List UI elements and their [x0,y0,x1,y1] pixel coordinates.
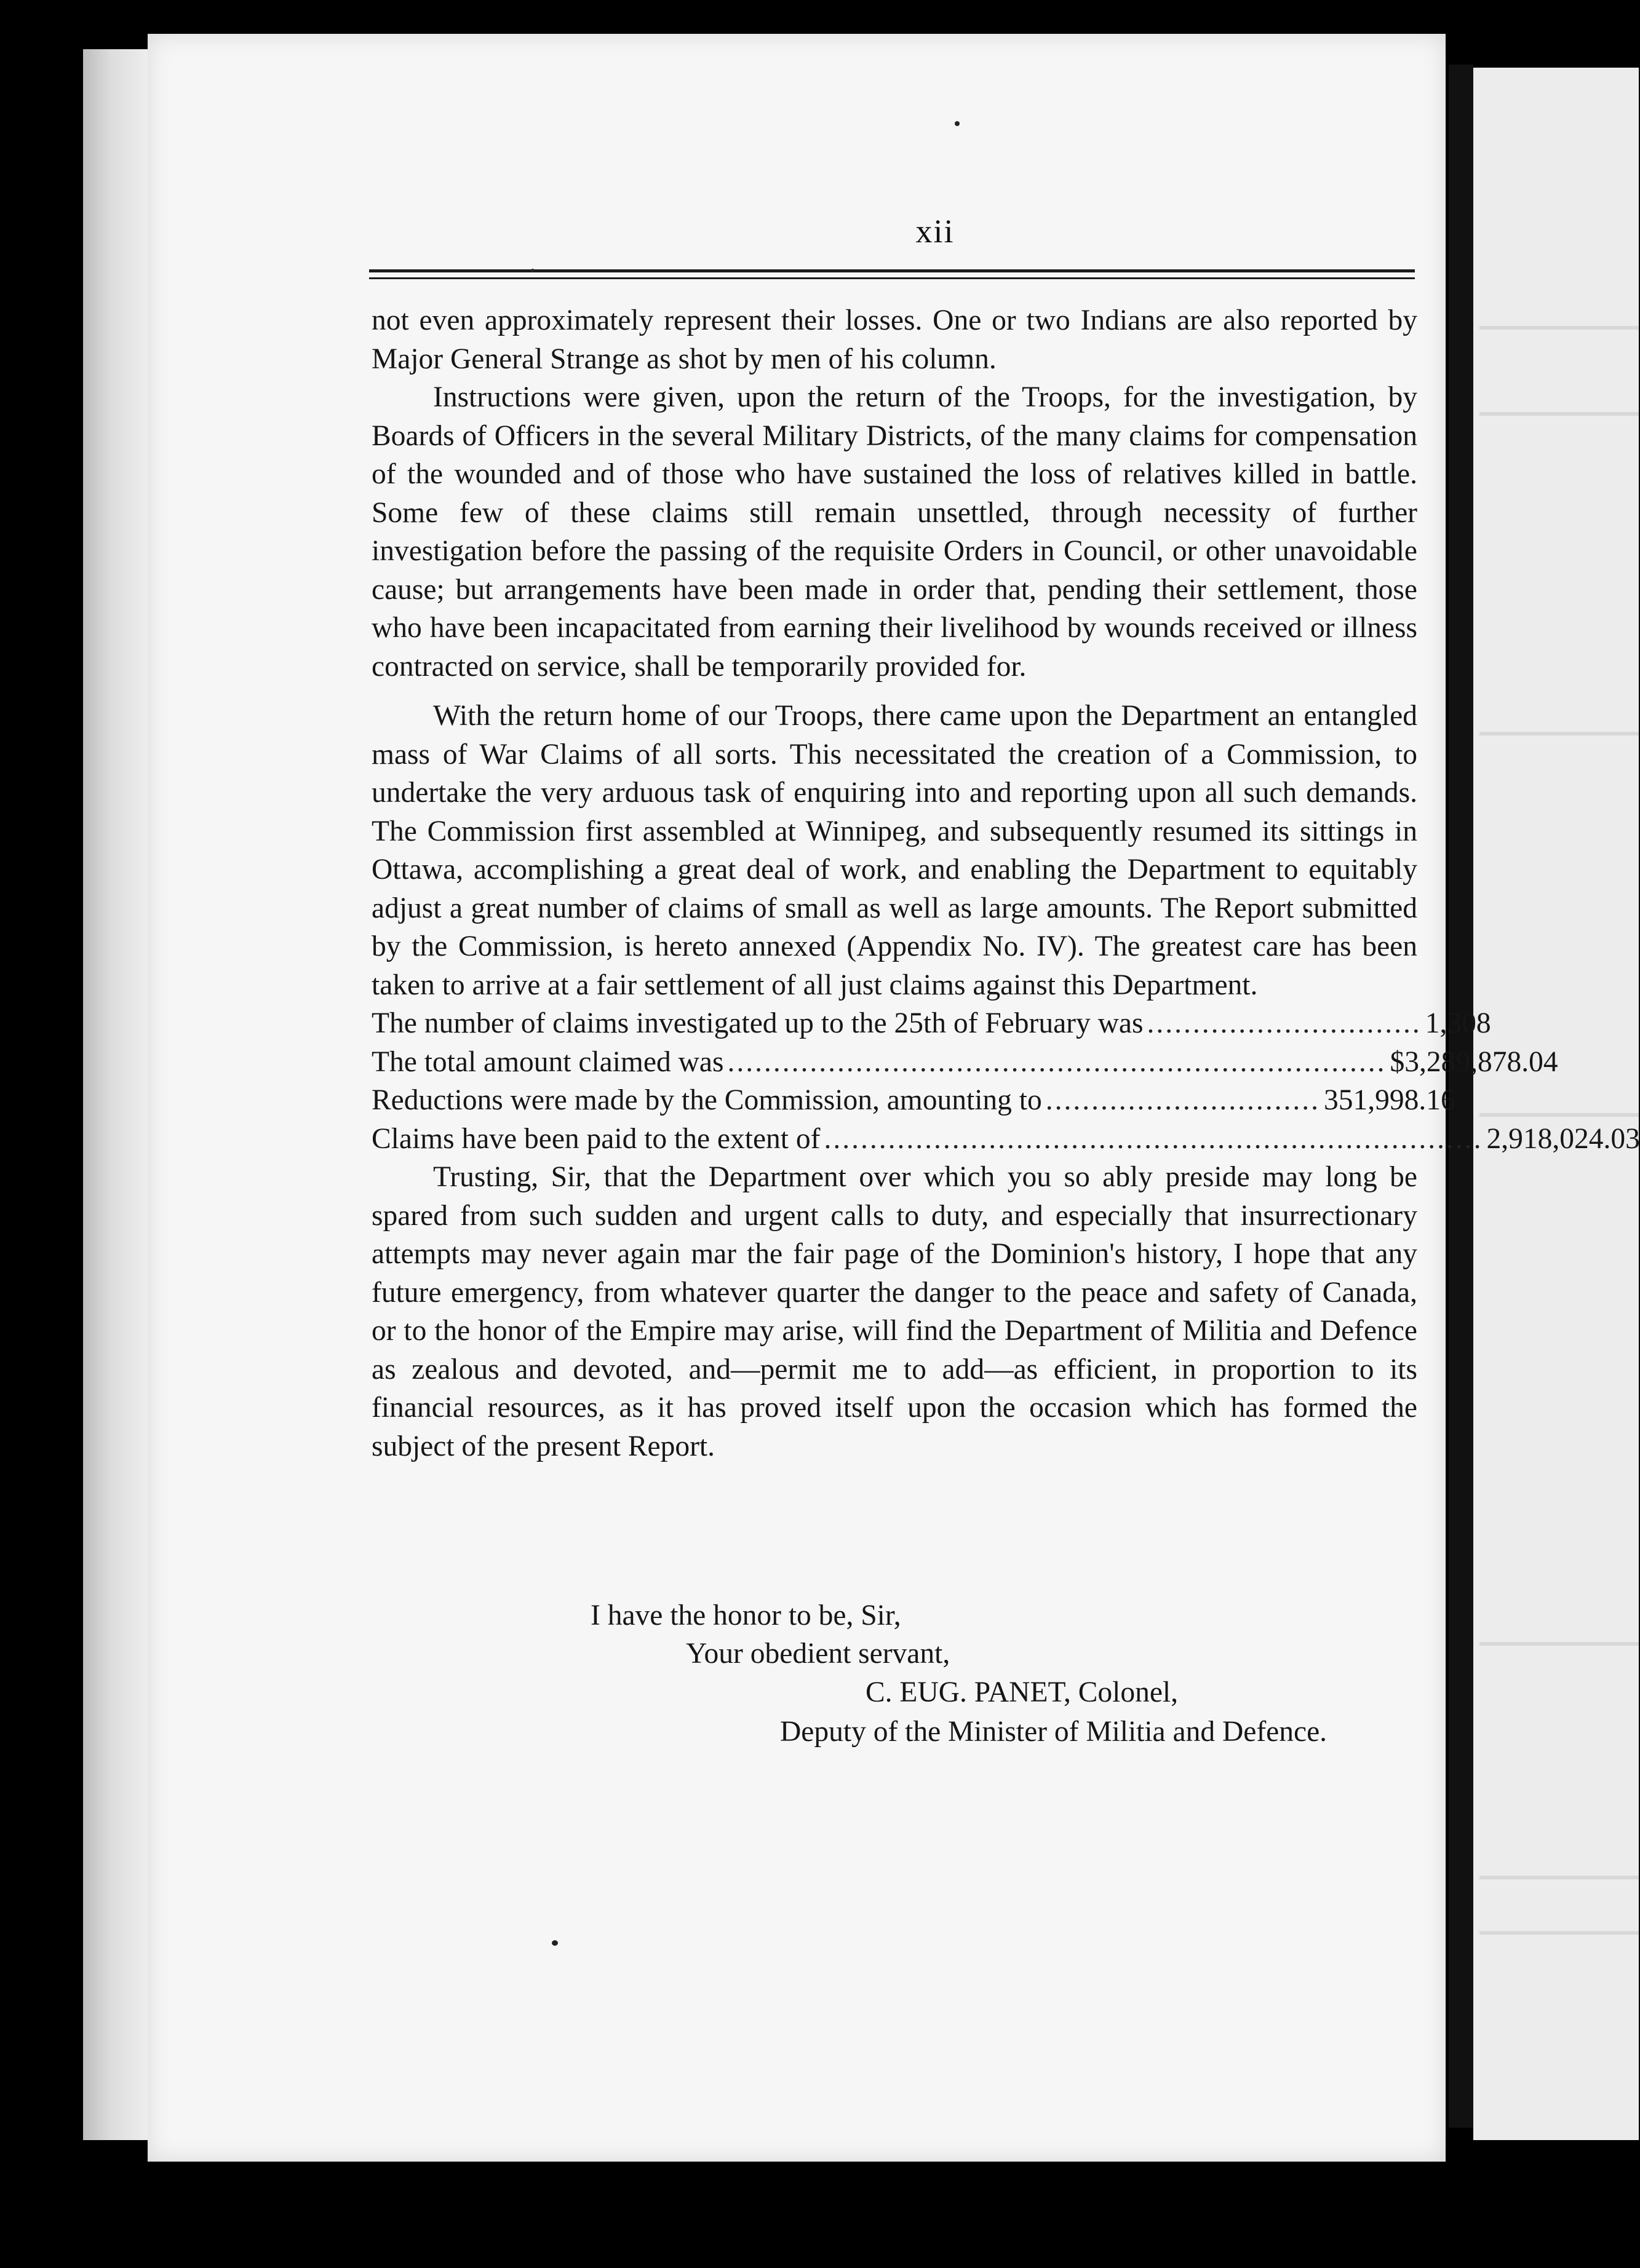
leader-dots: .............................. [1045,1084,1320,1116]
claims-summary-label: Reductions were made by the Commission, amounting to [372,1084,1042,1116]
closing-honor-line: I have the honor to be, Sir, [591,1600,901,1632]
facing-page-edge [1473,68,1639,2140]
paragraph-investigation: Instructions were given, upon the return of the Troops, for the investigation, by Boards of Officers in the several Military Districts, of the many claims for compensation of the wounded and of those who have sustained the loss of relatives killed in battle. Some few of these claims still remain unsettled, through necessity of further investigation before the passing of the requisite Orders in Council, or other unavoidable cause; but arrangements have been made in order that, pending their settlement, those who have been incapacitated from earning their livelihood by wounds received or illness contracted on service, shall be temporarily provided for. [372,381,1417,683]
claims-summary-label: The total amount claimed was [372,1045,724,1078]
leader-dots: ........................................................................ [824,1122,1483,1155]
scan-speck [955,121,960,126]
signature-name: C. EUG. PANET, Colonel, [866,1676,1179,1708]
closing-servant-line: Your obedient servant, [686,1638,950,1670]
page-number: xii [915,213,955,250]
claims-summary-row [372,1043,1558,1082]
claims-summary-row [372,1120,1640,1159]
claims-summary [372,1004,1640,1158]
claims-summary-row [372,1004,1491,1043]
header-rule-top [369,269,1415,272]
signature-title: Deputy of the Minister of Militia and Defence. [780,1716,1328,1748]
scan-speck [531,269,535,272]
report-body [372,301,1640,1465]
scan-speck [552,1940,558,1946]
leader-dots: ........................................................................ [727,1045,1387,1078]
scan-left-margin [83,49,151,2140]
claims-summary-label: Claims have been paid to the extent of [372,1122,821,1155]
claims-summary-value: 1,308 [1425,1007,1491,1039]
paragraph-closing: Trusting, Sir, that the Department over which you so ably preside may long be spared from such sudden and urgent calls to duty, and especially that insurrectionary attempts may never again mar the fair page of the Dominion's history, I hope that any future emergency, from whatever quarter the danger to the peace and safety of Canada, or to the honor of the Empire may arise, will find the Department of Militia and Defence as zealous and devoted, and—permit me to add—as efficient, in proportion to its financial resources, as it has proved itself upon the occasion which has formed the subject of the present Report. [372,1161,1417,1462]
claims-summary-label: The number of claims investigated up to the 25th of February was [372,1007,1144,1039]
header-rule-bottom [369,277,1415,279]
claims-summary-row [372,1081,1455,1120]
paragraph-losses: not even approximately represent their losses. One or two Indians are also reported by Major General Strange as shot by men of his column. [372,304,1417,375]
paragraph-war-claims: With the return home of our Troops, there came upon the Department an entangled mass of War Claims of all sorts. This necessitated the creation of a Commission, to undertake the very arduous task of enquiring into and reporting upon all such demands. The Commission first assembled at Winnipeg, and subsequently resumed its sittings in Ottawa, accomplishing a great deal of work, and enabling the Department to equitably adjust a great number of claims of small as well as large amounts. The Report submitted by the Commission, is hereto annexed (Appendix No. IV). The greatest care has been taken to arrive at a fair settlement of all just claims against this Department. [372,700,1417,1001]
claims-summary-value: $3,289,878.04 [1390,1045,1558,1078]
claims-summary-value: 351,998.16 [1323,1084,1455,1116]
leader-dots: .............................. [1147,1007,1422,1039]
claims-summary-value: 2,918,024.03 [1486,1122,1640,1155]
